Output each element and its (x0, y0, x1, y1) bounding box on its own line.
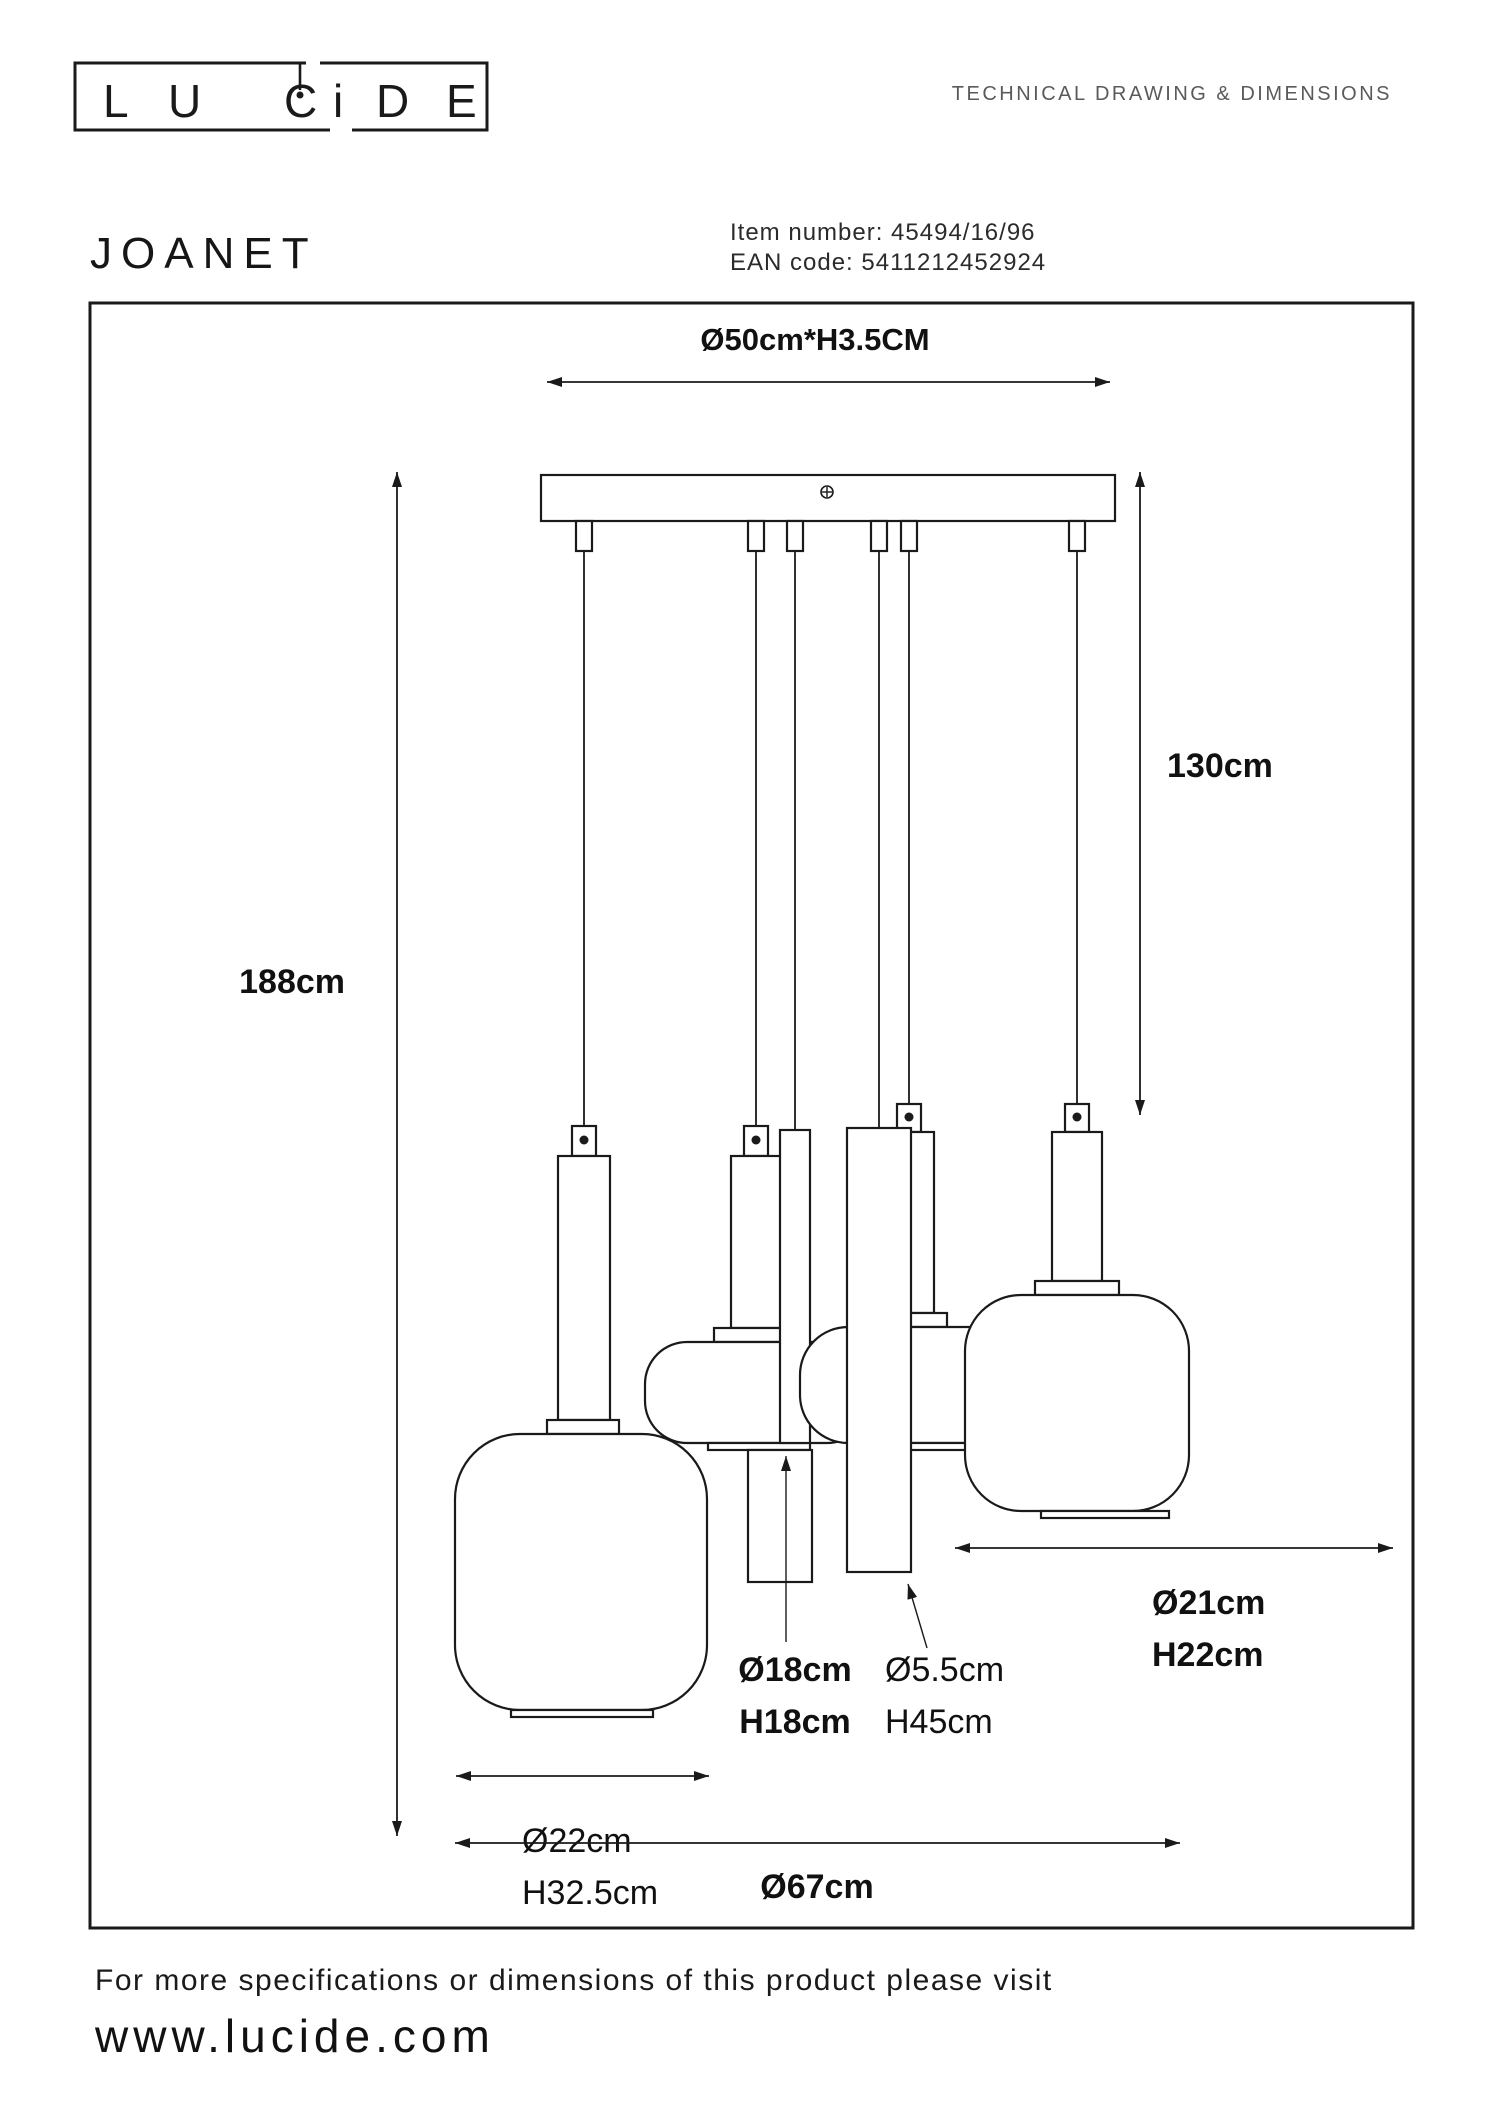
brand-logo (75, 63, 487, 130)
stem-collar (1035, 1281, 1119, 1295)
screw-icon (821, 486, 833, 498)
total-height-label: 188cm (239, 963, 345, 1001)
cord-height-label: 130cm (1167, 747, 1273, 785)
shade-rim (511, 1710, 653, 1717)
right-shade-diameter-label: Ø21cm (1152, 1584, 1266, 1622)
connector-screw-icon (1073, 1113, 1082, 1122)
middle-shade-height-label: H18cm (739, 1703, 851, 1741)
left-shade-height-label: H32.5cm (522, 1874, 659, 1912)
logo-letter-i: i (333, 75, 344, 127)
cord-stub (787, 521, 803, 551)
footer-note: For more specifications or dimensions of this product please visit (95, 1964, 1053, 1997)
logo-letter-u: U (168, 75, 202, 127)
left-shade-diameter-label: Ø22cm (522, 1822, 632, 1860)
metal-tube (847, 1128, 911, 1572)
metal-tube-lower (748, 1450, 812, 1582)
connector-screw-icon (905, 1113, 914, 1122)
stem-collar (714, 1328, 782, 1342)
tube-leader-arrow (908, 1584, 927, 1648)
middle-shade-diameter-label: Ø18cm (738, 1651, 852, 1689)
cord-stub (901, 521, 917, 551)
tube-diameter-label: Ø5.5cm (885, 1651, 1005, 1689)
cord-stub (1069, 521, 1085, 551)
glass-shade-left (455, 1434, 707, 1710)
cord-stub (576, 521, 592, 551)
socket-stem (731, 1156, 781, 1328)
pendant-right (965, 1104, 1189, 1518)
cord-stub (748, 521, 764, 551)
logo-letter-l: L (103, 75, 129, 127)
suspension-cords (584, 551, 1077, 1132)
document-title: TECHNICAL DRAWING & DIMENSIONS (951, 83, 1392, 105)
glass-shade-right (965, 1295, 1189, 1511)
ean-code: EAN code: 5411212452924 (730, 249, 1047, 276)
logo-letter-d: D (376, 75, 410, 127)
ceiling-canopy (541, 475, 1115, 551)
tube-height-label: H45cm (885, 1703, 993, 1741)
footer-website-link[interactable]: www.lucide.com (95, 2010, 495, 2062)
item-number: Item number: 45494/16/96 (730, 219, 1036, 246)
socket-stem (558, 1156, 610, 1420)
socket-stem (1052, 1132, 1102, 1281)
shade-rim (1041, 1511, 1169, 1518)
total-width-label: Ø67cm (760, 1868, 874, 1906)
right-shade-height-label: H22cm (1152, 1636, 1264, 1674)
product-name: JOANET (90, 229, 318, 278)
logo-letter-c: C (284, 75, 318, 127)
connector-screw-icon (752, 1136, 761, 1145)
canopy-size-label: Ø50cm*H3.5CM (700, 322, 930, 357)
logo-letter-e: E (446, 75, 477, 127)
logo-box-outline (75, 63, 487, 130)
stem-collar (547, 1420, 619, 1434)
cord-stub (871, 521, 887, 551)
connector-screw-icon (580, 1136, 589, 1145)
